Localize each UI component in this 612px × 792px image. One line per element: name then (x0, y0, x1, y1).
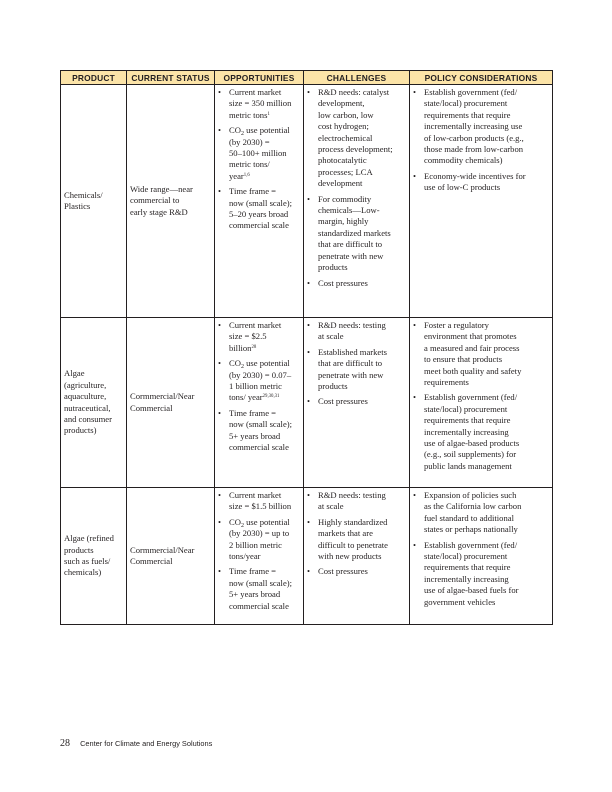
challenges-cell (304, 318, 410, 488)
policy-cell (410, 488, 553, 625)
bullet-item: • Expansion of policies such as the California low carbon fuel standard to additional states or perhaps nationally (413, 490, 549, 536)
policy-cell (410, 318, 553, 488)
bullet-item (218, 87, 300, 121)
policy-cell (410, 85, 553, 318)
policy-list (413, 87, 549, 194)
table-row (61, 318, 553, 488)
status-text: Cormmercial/Near Commercial (130, 544, 195, 566)
bullet-text: Time frame = now (small scale); 5–20 years broad commercial scale (229, 186, 293, 231)
header-current-status: CURRENT STATUS (127, 71, 215, 85)
bullet-item: • Establish government (fed/ state/local) procurement requirements that require incrementally increasing use of algae-based products (e.g., soil supplements) for public lands management (413, 392, 549, 472)
bullet-text: Time frame = now (small scale); 5+ years broad commercial scale (229, 566, 293, 611)
challenges-cell (304, 488, 410, 625)
bullet-item: • Establish government (fed/ state/local) procurement requirements that require incrementally increasing use of algae-based fuels for government vehicles (413, 540, 549, 608)
bullet-text: Current market size = $2.5 billion (229, 320, 282, 353)
bullet-item: • Cost pressures (307, 566, 406, 577)
status-text: Cormmercial/Near Commercial (130, 391, 195, 413)
bullet-text: use potential (by 2030) = 0.07– 1 billion metric tons/ year (229, 358, 292, 403)
bullet-item: • Foster a regulatory environment that promotes a measured and fair process to ensure that products meet both quality and safety requirements (413, 320, 549, 388)
product-text: Algae (agriculture, aquaculture, nutraceutical, and consumer products) (64, 368, 112, 436)
bullet-item: • Establish government (fed/ state/local) procurement requirements that require incrementally increasing use of low-carbon products (e.g., those made from low-carbon commodity chemicals) (413, 87, 549, 167)
policy-table (60, 70, 553, 625)
challenges-cell (304, 85, 410, 318)
bullet-item (218, 358, 300, 404)
bullet-text: Time frame = now (small scale); 5+ years broad commercial scale (229, 407, 293, 453)
footnote-ref: 1,6 (243, 172, 250, 178)
bullet-text: Current market size = $1.5 billion (229, 490, 292, 512)
challenges-list (307, 490, 406, 578)
product-text: Chemicals/ Plastics (64, 189, 103, 211)
bullet-text: use potential (by 2030) = up to 2 billion metric tons/year (229, 516, 290, 562)
co2-subscript: 2 (240, 364, 244, 371)
opportunities-list (218, 320, 300, 453)
bullet-item: • Highly standardized markets that are difficult to penetrate with new products (307, 517, 406, 563)
product-cell (61, 85, 127, 318)
challenges-list (307, 87, 406, 289)
co2-label: CO (229, 125, 241, 136)
bullet-item: • Cost pressures (307, 278, 406, 289)
bullet-item (218, 566, 300, 612)
bullet-item (218, 186, 300, 232)
footnote-ref: 29,30,31 (262, 394, 280, 400)
product-cell (61, 488, 127, 625)
bullet-item (218, 320, 300, 354)
bullet-item: • R&D needs: testing at scale (307, 490, 406, 513)
bullet-item: • R&D needs: catalyst development, low carbon, low cost hydrogen; electrochemical process development; photocatalytic processes; LCA development (307, 87, 406, 190)
table-header-row (61, 71, 553, 85)
footnote-ref: 1 (267, 111, 270, 117)
bullet-item (218, 408, 300, 454)
bullet-item (218, 490, 300, 513)
product-text: Algae (refined products such as fuels/ chemicals) (64, 533, 114, 578)
status-text: Wide range—near commercial to early stage R&D (130, 183, 193, 217)
bullet-item: • Established markets that are difficult to penetrate with new products (307, 347, 406, 393)
opportunities-cell (215, 488, 304, 625)
bullet-item: • For commodity chemicals—Low- margin, highly standardized markets that are difficult to penetrate with new products (307, 194, 406, 274)
footer-org-name: Center for Climate and Energy Solutions (80, 739, 213, 748)
co2-label: CO (229, 516, 241, 527)
co2-subscript: 2 (240, 522, 244, 529)
bullet-text: Current market size = 350 million metric tons (229, 87, 292, 120)
footnote-ref: 28 (251, 344, 257, 350)
product-cell (61, 318, 127, 488)
co2-label: CO (229, 358, 241, 369)
co2-subscript: 2 (240, 131, 244, 138)
policy-list (413, 490, 549, 608)
opportunities-list (218, 87, 300, 232)
bullet-item: • Economy-wide incentives for use of low-C products (413, 171, 549, 194)
bullet-item (218, 517, 300, 563)
policy-list (413, 320, 549, 472)
header-policy-considerations: POLICY CONSIDERATIONS (410, 71, 553, 85)
table-row (61, 85, 553, 318)
bullet-item: • R&D needs: testing at scale (307, 320, 406, 343)
opportunities-cell (215, 85, 304, 318)
status-cell (127, 318, 215, 488)
bullet-item: • Cost pressures (307, 396, 406, 407)
header-opportunities: OPPORTUNITIES (215, 71, 304, 85)
page-number: 28 (60, 738, 70, 749)
status-cell (127, 488, 215, 625)
header-product: PRODUCT (61, 71, 127, 85)
page-footer (60, 738, 212, 749)
table-row (61, 488, 553, 625)
opportunities-list (218, 490, 300, 612)
header-challenges: CHALLENGES (304, 71, 410, 85)
status-cell (127, 85, 215, 318)
challenges-list (307, 320, 406, 408)
opportunities-cell (215, 318, 304, 488)
bullet-item (218, 125, 300, 182)
bullet-text: use potential (by 2030) = 50–100+ million metric tons/ year (229, 125, 290, 181)
